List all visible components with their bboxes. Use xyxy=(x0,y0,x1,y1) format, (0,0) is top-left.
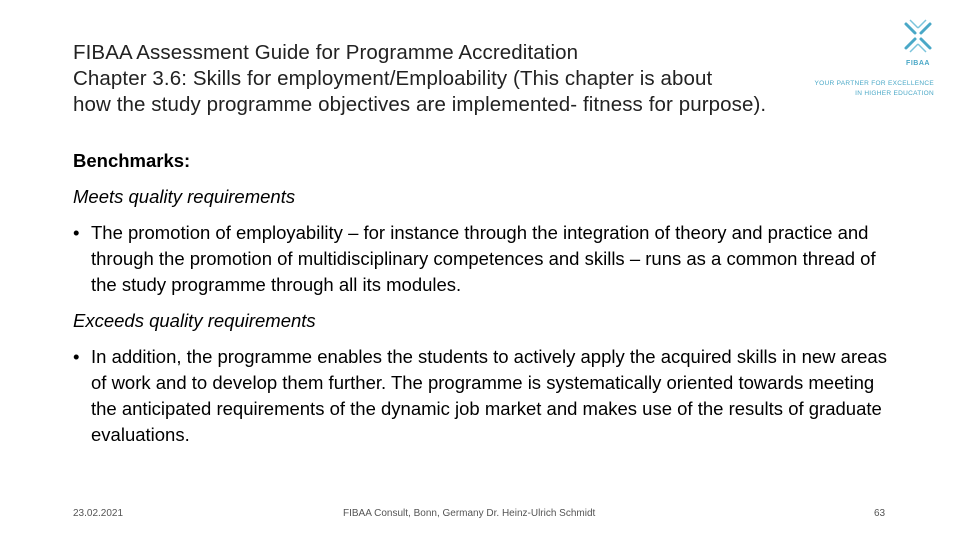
bullet-icon: • xyxy=(73,222,80,243)
exceeds-quality-label: Exceeds quality requirements xyxy=(73,310,316,331)
slide-title xyxy=(73,40,873,118)
title-line-2: Chapter 3.6: Skills for employment/Emploability (This chapter is about xyxy=(73,67,713,90)
meets-quality-label: Meets quality requirements xyxy=(73,186,296,207)
slide-body xyxy=(73,148,903,458)
footer-center-text: FIBAA Consult, Bonn, Germany Dr. Heinz-Ulrich Schmidt xyxy=(343,508,596,519)
bullet-icon: • xyxy=(73,346,80,367)
title-line-3: how the study programme objectives are implemented- fitness for purpose). xyxy=(73,93,767,116)
meets-quality-bullet xyxy=(73,220,903,298)
benchmarks-heading: Benchmarks: xyxy=(73,150,191,171)
fibaa-logo xyxy=(812,16,940,106)
fibaa-star-icon xyxy=(898,16,938,56)
exceeds-quality-text: In addition, the programme enables the students to actively apply the acquired skills in new areas of work and to develop them further. The programme is systematically oriented towards meeting the anticipated requirements of the dynamic job market and makes use of the results of graduate evaluations. xyxy=(91,346,887,445)
logo-tagline-2: IN HIGHER EDUCATION xyxy=(855,90,934,97)
logo-brand-text: FIBAA xyxy=(906,60,930,67)
exceeds-quality-bullet xyxy=(73,344,903,448)
meets-quality-text: The promotion of employability – for instance through the integration of theory and practice and through the promotion of multidisciplinary competences and skills – runs as a common thread of the study programme through all its modules. xyxy=(91,222,876,295)
footer-date: 23.02.2021 xyxy=(73,508,124,519)
title-line-1: FIBAA Assessment Guide for Programme Accreditation xyxy=(73,41,579,64)
logo-tagline-1: YOUR PARTNER FOR EXCELLENCE xyxy=(814,80,934,87)
footer-page-number: 63 xyxy=(874,508,886,519)
